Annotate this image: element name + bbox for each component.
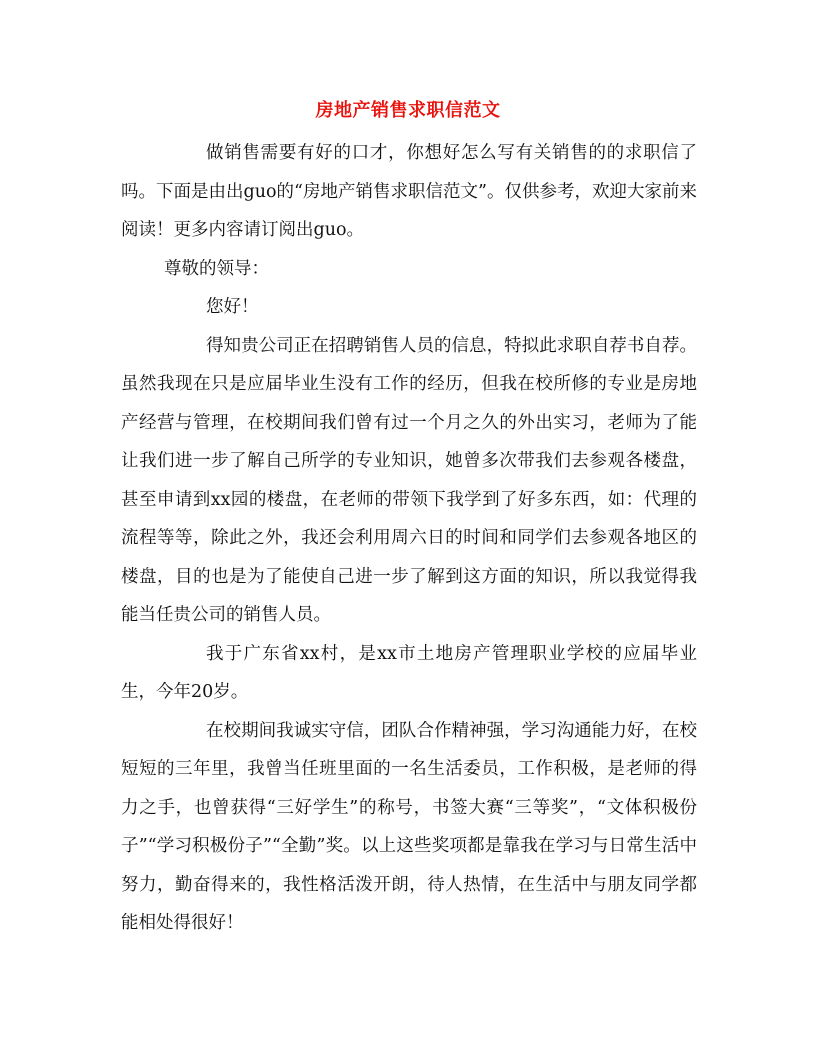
body-paragraph-achievements: 在校期间我诚实守信，团队合作精神强，学习沟通能力好，在校短短的三年里，我曾当任班里面的一名生活委员，工作积极，是老师的得力之手，也曾获得“三好学生”的称号，书签大赛“三等奖”，“文体积极份子”“学习积极份子”“全勤”奖。以上这些奖项都是靠我在学习与日常生活中努力，勤奋得来的，我性格活泼开朗，待人热情，在生活中与朋友同学都能相处得很好！	[121, 720, 697, 933]
greeting: 您好！	[206, 297, 259, 317]
salutation: 尊敬的领导：	[164, 258, 269, 279]
document-body	[121, 134, 697, 943]
body-paragraph-background: 我于广东省xx村，是xx市土地房产管理职业学校的应届毕业生，今年20岁。	[121, 643, 697, 702]
document-title: 房地产销售求职信范文	[315, 100, 501, 121]
body-paragraph-motivation: 得知贵公司正在招聘销售人员的信息，特拟此求职自荐书自荐。虽然我现在只是应届毕业生没有工作的经历，但我在校所修的专业是房地产经营与管理，在校期间我们曾有过一个月之久的外出实习，老师为了能让我们进一步了解自己所学的专业知识，她曾多次带我们去参观各楼盘，甚至申请到xx园的楼盘，在老师的带领下我学到了好多东西，如：代理的流程等等，除此之外，我还会利用周六日的时间和同学们去参观各地区的楼盘，目的也是为了能使自己进一步了解到这方面的知识，所以我觉得我能当任贵公司的销售人员。	[121, 335, 697, 625]
intro-paragraph: 做销售需要有好的口才，你想好怎么写有关销售的的求职信了吗。下面是由出guo的“房地产销售求职信范文”。仅供参考，欢迎大家前来阅读！更多内容请订阅出guo。	[121, 143, 697, 240]
